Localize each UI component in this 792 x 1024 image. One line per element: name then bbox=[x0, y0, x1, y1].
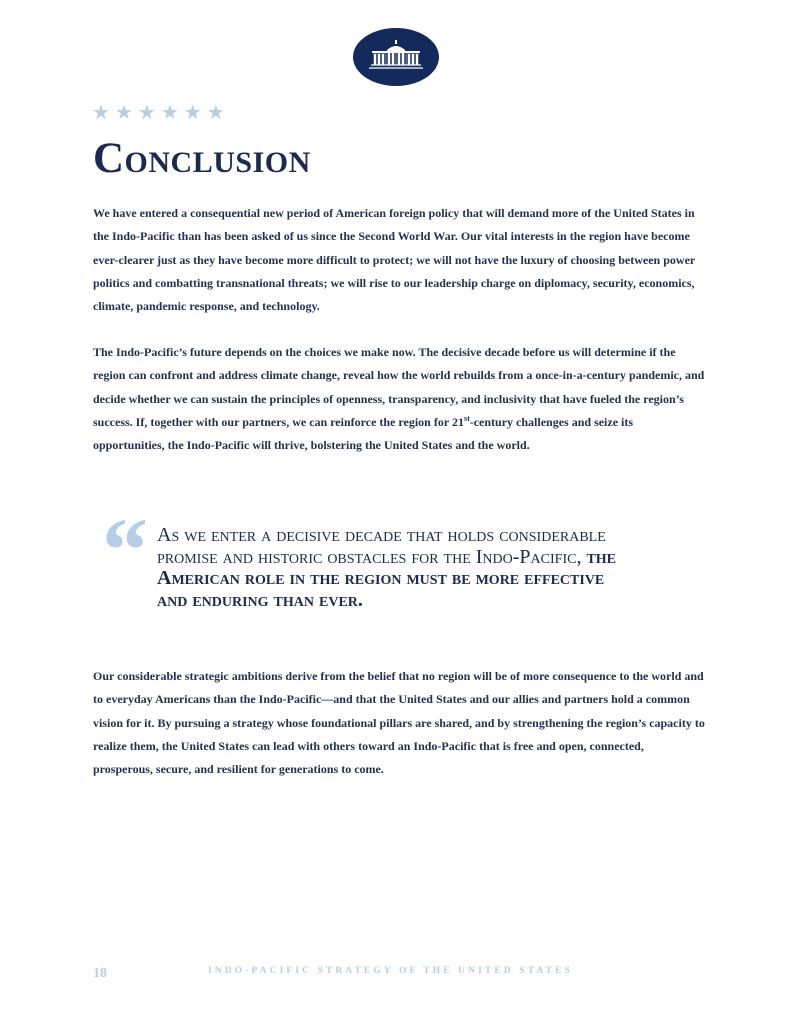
star-icon: ★ bbox=[183, 100, 202, 124]
star-icon: ★ bbox=[114, 100, 133, 124]
white-house-icon bbox=[365, 38, 427, 76]
pull-quote-bold: the American role in the region must be more effective and enduring than ever. bbox=[157, 545, 617, 611]
star-icon: ★ bbox=[137, 100, 156, 124]
running-footer: INDO-PACIFIC STRATEGY OF THE UNITED STATES bbox=[208, 966, 573, 976]
paragraph-2-text: The Indo-Pacific’s future depends on the choices we make now. The decisive decade before us will determine if the region can confront and address climate change, reveal how the world rebuilds from a once-in-a-century pandemic, and decide whether we can sustain the principles of openness, transparency, and inclusivity that have fueled the region’s success. If, together with our partners, we can reinforce the region for 21 bbox=[93, 345, 705, 429]
paragraph-2 bbox=[93, 341, 705, 457]
white-house-seal bbox=[353, 28, 439, 86]
star-icon: ★ bbox=[92, 100, 110, 124]
pull-quote bbox=[157, 525, 637, 611]
paragraph-1: We have entered a consequential new period of American foreign policy that will demand more of the United States in the Indo-Pacific than has been asked of us since the Second World War. Our vital interests in the region have become ever-clearer just as they have become more difficult to protect; we will not have the luxury of choosing between power politics and combatting transnational threats; we will rise to our leadership charge on diplomacy, security, economics, climate, pandemic response, and technology. bbox=[93, 206, 695, 314]
ordinal-superscript: st bbox=[463, 413, 470, 423]
star-icon: ★ bbox=[206, 100, 225, 124]
paragraph-3: Our considerable strategic ambitions derive from the belief that no region will be of more consequence to the world and to everyday Americans than the Indo-Pacific—and that the United States and our allies and partners hold a common vision for it. By pursuing a strategy whose foundational pillars are shared, and by strengthening the region’s capacity to realize them, the United States can lead with others toward an Indo-Pacific that is free and open, connected, prosperous, secure, and resilient for generations to come. bbox=[93, 669, 705, 777]
star-row bbox=[92, 100, 225, 124]
star-icon: ★ bbox=[160, 100, 179, 124]
pull-quote-regular: As we enter a decisive decade that holds considerable promise and historic obstacles for the Indo-Pacific, bbox=[157, 524, 606, 568]
quote-mark-icon: “ bbox=[102, 499, 148, 601]
page-title: Conclusion bbox=[93, 135, 311, 182]
paragraph-2-text-end: -century challenges and seize its opportunities, the Indo-Pacific will thrive, bolstering the United States and the world. bbox=[93, 414, 634, 453]
page-number: 18 bbox=[93, 966, 107, 981]
